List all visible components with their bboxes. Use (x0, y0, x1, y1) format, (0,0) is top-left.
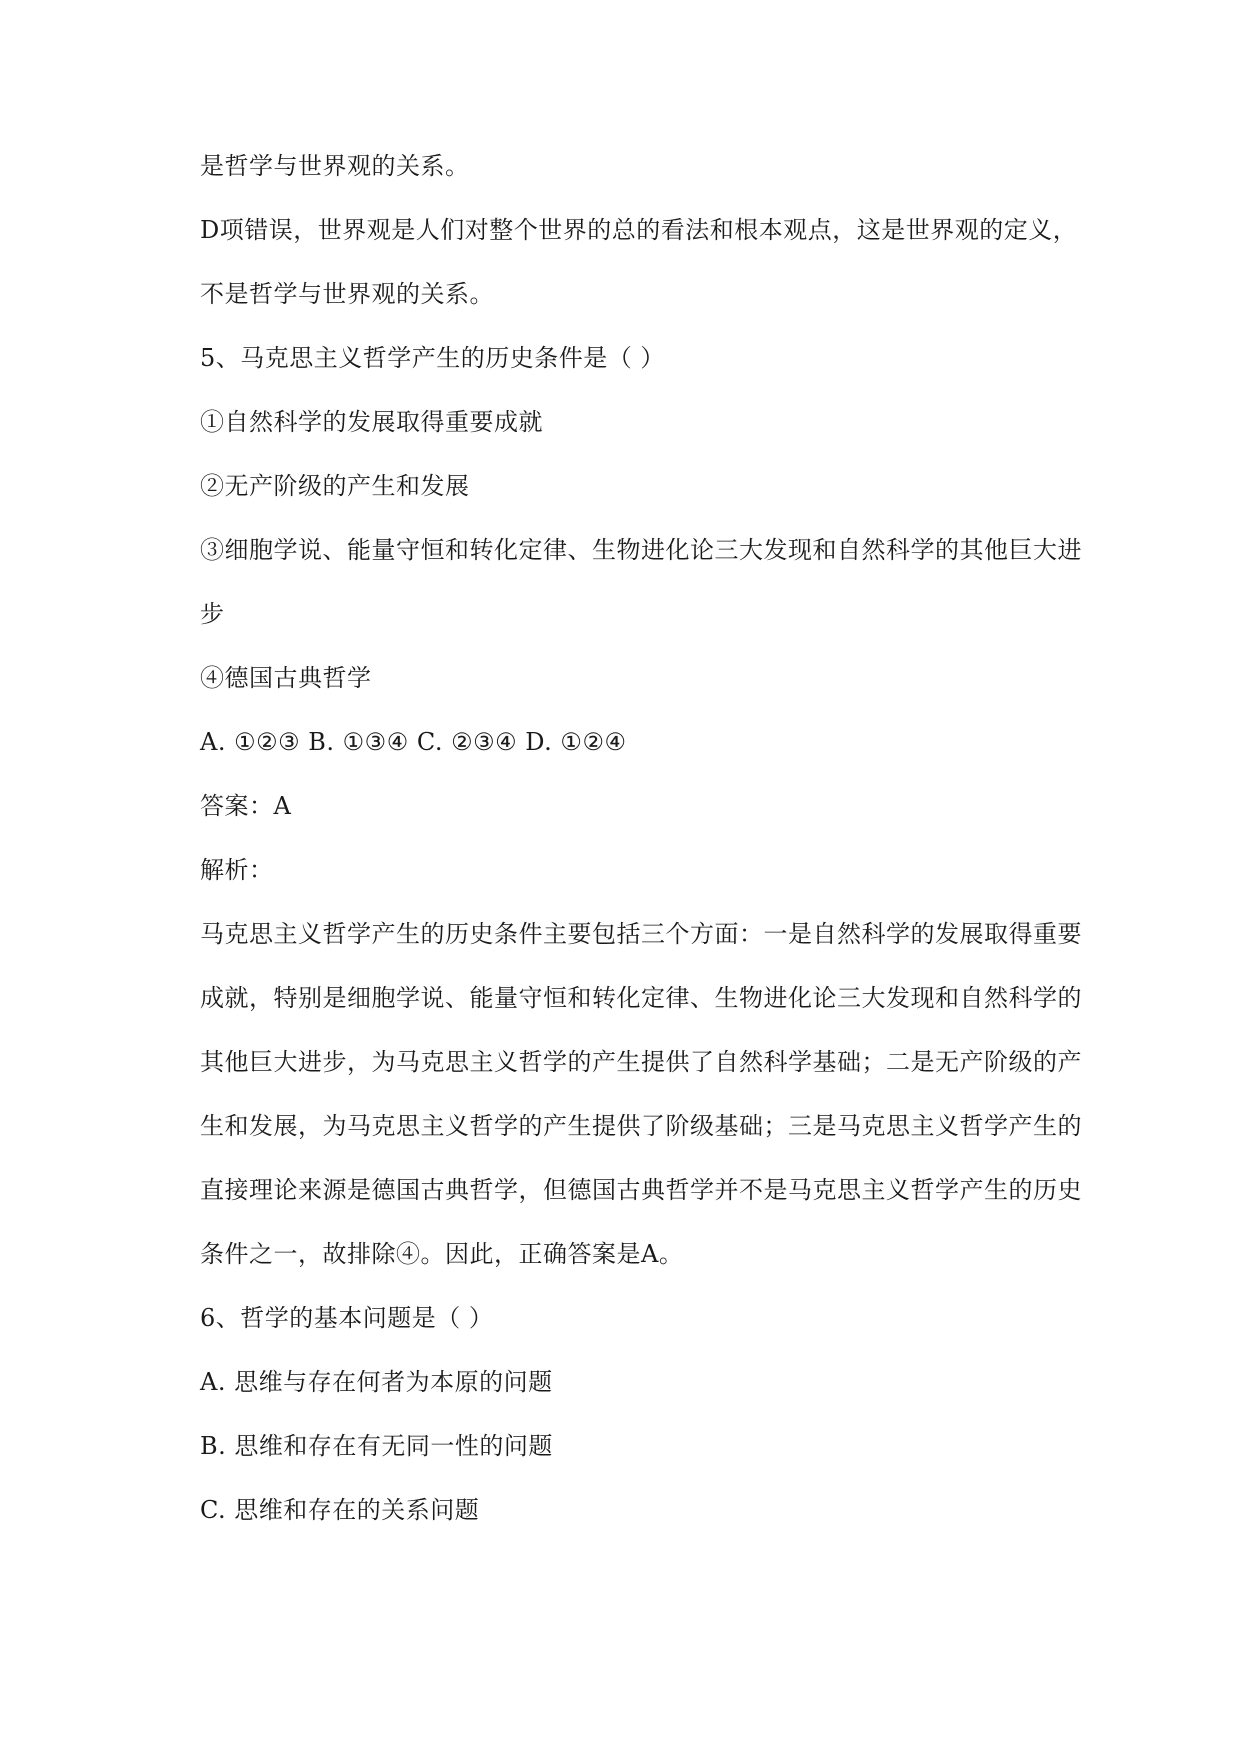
question-5-item-4: ④德国古典哲学 (200, 664, 372, 692)
analysis-line: 成就，特别是细胞学说、能量守恒和转化定律、生物进化论三大发现和自然科学的 (200, 984, 1082, 1012)
question-5-item-2: ②无产阶级的产生和发展 (200, 472, 470, 500)
analysis-line: 生和发展，为马克思主义哲学的产生提供了阶级基础；三是马克思主义哲学产生的 (200, 1112, 1082, 1140)
question-5-item-3-cont: 步 (200, 600, 225, 628)
question-6-option-c: C. 思维和存在的关系问题 (200, 1496, 480, 1524)
analysis-line: 马克思主义哲学产生的历史条件主要包括三个方面：一是自然科学的发展取得重要 (200, 920, 1082, 948)
question-5-analysis-label: 解析： (200, 856, 274, 884)
question-6-stem: 6、哲学的基本问题是（ ） (200, 1304, 494, 1332)
text-line: 不是哲学与世界观的关系。 (200, 280, 494, 308)
text-line: 是哲学与世界观的关系。 (200, 152, 470, 180)
analysis-line: 直接理论来源是德国古典哲学，但德国古典哲学并不是马克思主义哲学产生的历史 (200, 1176, 1082, 1204)
question-5-options: A. ①②③ B. ①③④ C. ②③④ D. ①②④ (200, 728, 627, 756)
text-line: D项错误，世界观是人们对整个世界的总的看法和根本观点，这是世界观的定义， (200, 216, 1078, 244)
question-5-stem: 5、马克思主义哲学产生的历史条件是（ ） (200, 344, 665, 372)
analysis-line: 条件之一，故排除④。因此，正确答案是A。 (200, 1240, 684, 1268)
question-6-option-a: A. 思维与存在何者为本原的问题 (200, 1368, 553, 1396)
analysis-line: 其他巨大进步，为马克思主义哲学的产生提供了自然科学基础；二是无产阶级的产 (200, 1048, 1082, 1076)
question-5-item-3: ③细胞学说、能量守恒和转化定律、生物进化论三大发现和自然科学的其他巨大进 (200, 536, 1082, 564)
question-6-option-b: B. 思维和存在有无同一性的问题 (200, 1432, 553, 1460)
question-5-answer: 答案：A (200, 792, 292, 820)
question-5-item-1: ①自然科学的发展取得重要成就 (200, 408, 543, 436)
